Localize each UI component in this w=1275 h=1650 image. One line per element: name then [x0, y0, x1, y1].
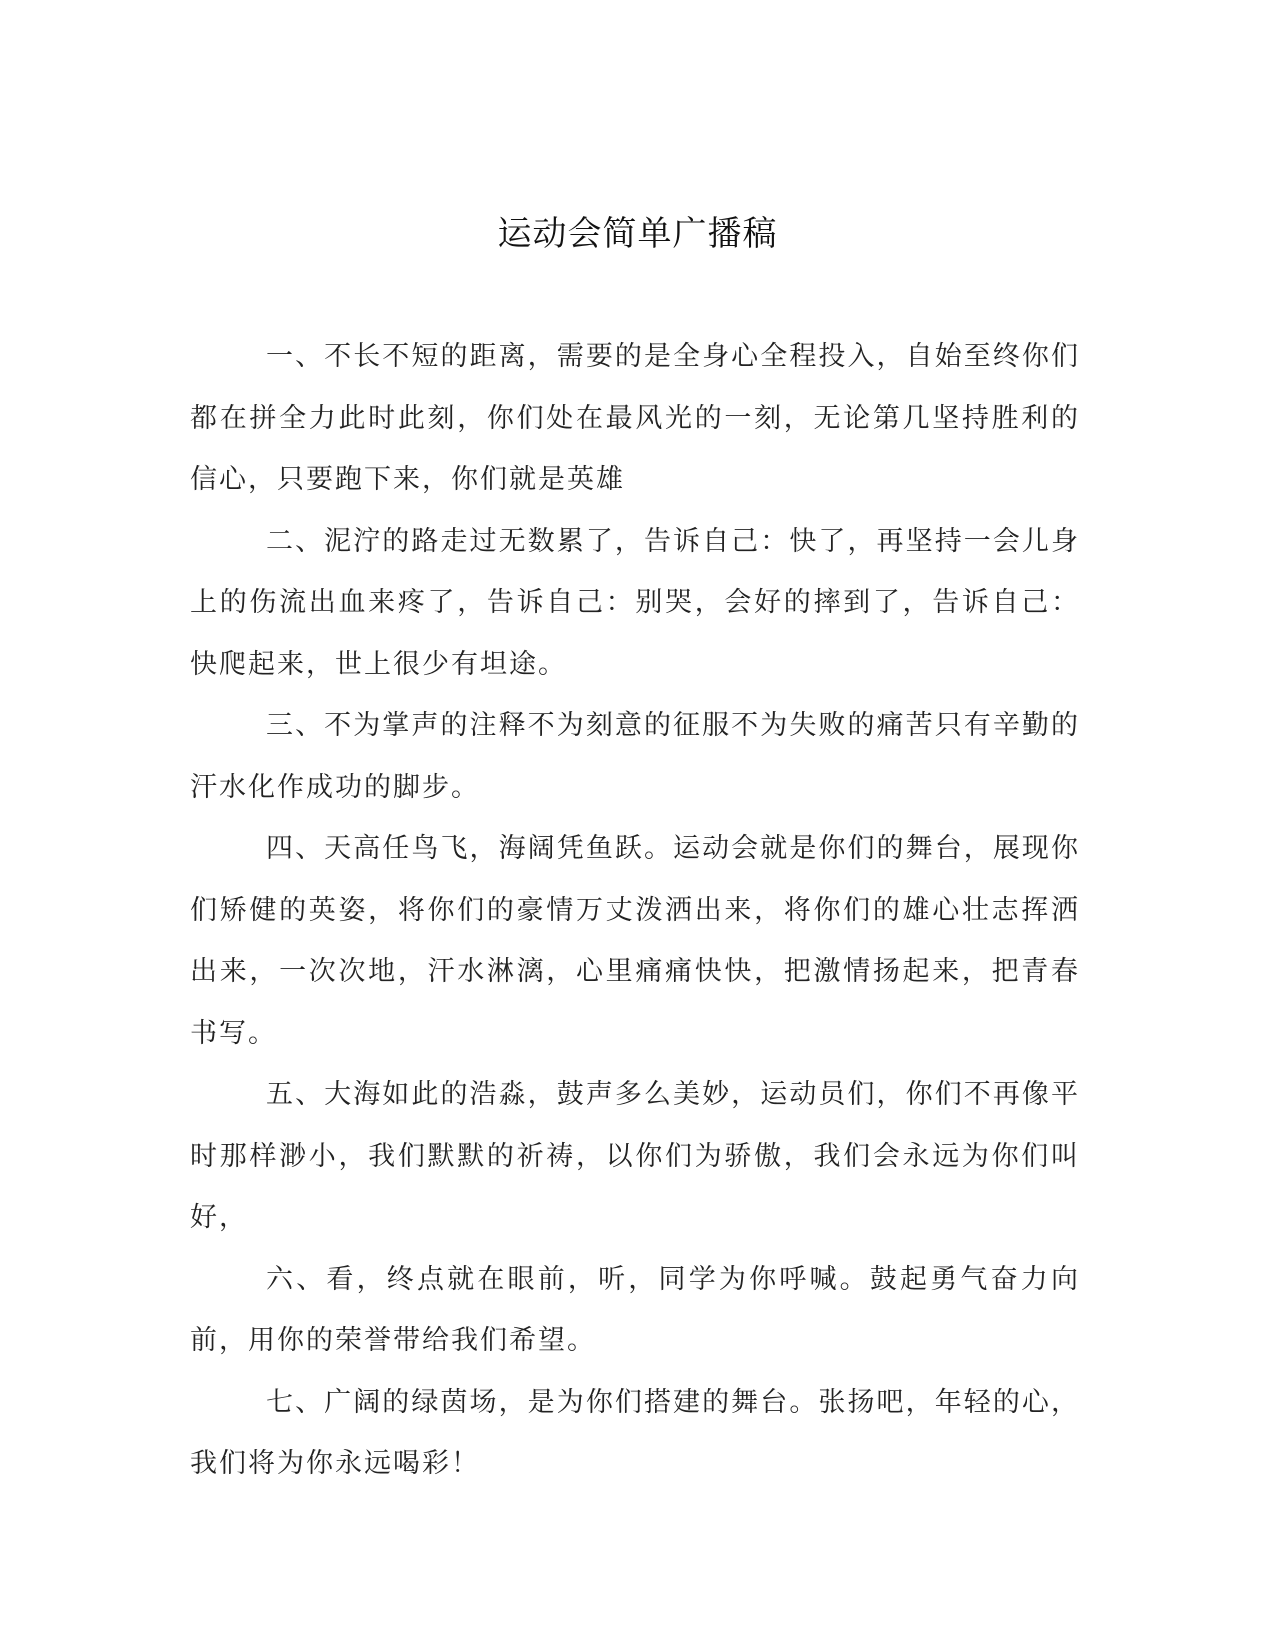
paragraph-3: 三、不为掌声的注释不为刻意的征服不为失败的痛苦只有辛勤的汗水化作成功的脚步。 [190, 710, 1080, 803]
paragraph-2: 二、泥泞的路走过无数累了，告诉自己：快了，再坚持一会儿身上的伤流出血来疼了，告诉自己：别哭，会好的摔到了，告诉自己：快爬起来，世上很少有坦途。 [190, 525, 1080, 680]
paragraph-1: 一、不长不短的距离，需要的是全身心全程投入，自始至终你们都在拼全力此时此刻，你们处在最风光的一刻，无论第几坚持胜利的信心，只要跑下来，你们就是英雄 [190, 341, 1080, 495]
document-title: 运动会简单广播稿 [497, 214, 778, 254]
paragraph-6: 六、看，终点就在眼前，听，同学为你呼喊。鼓起勇气奋力向前，用你的荣誉带给我们希望。 [190, 1263, 1080, 1356]
document-body [190, 326, 1080, 1495]
paragraph-4: 四、天高任鸟飞，海阔凭鱼跃。运动会就是你们的舞台，展现你们矫健的英姿，将你们的豪情万丈泼洒出来，将你们的雄心壮志挥洒出来，一次次地，汗水淋漓，心里痛痛快快，把激情扬起来，把青春书写。 [190, 833, 1080, 1049]
paragraph-5: 五、大海如此的浩淼，鼓声多么美妙，运动员们，你们不再像平时那样渺小，我们默默的祈祷，以你们为骄傲，我们会永远为你们叫好， [190, 1079, 1080, 1233]
paragraph-7: 七、广阔的绿茵场，是为你们搭建的舞台。张扬吧，年轻的心，我们将为你永远喝彩！ [190, 1386, 1080, 1479]
